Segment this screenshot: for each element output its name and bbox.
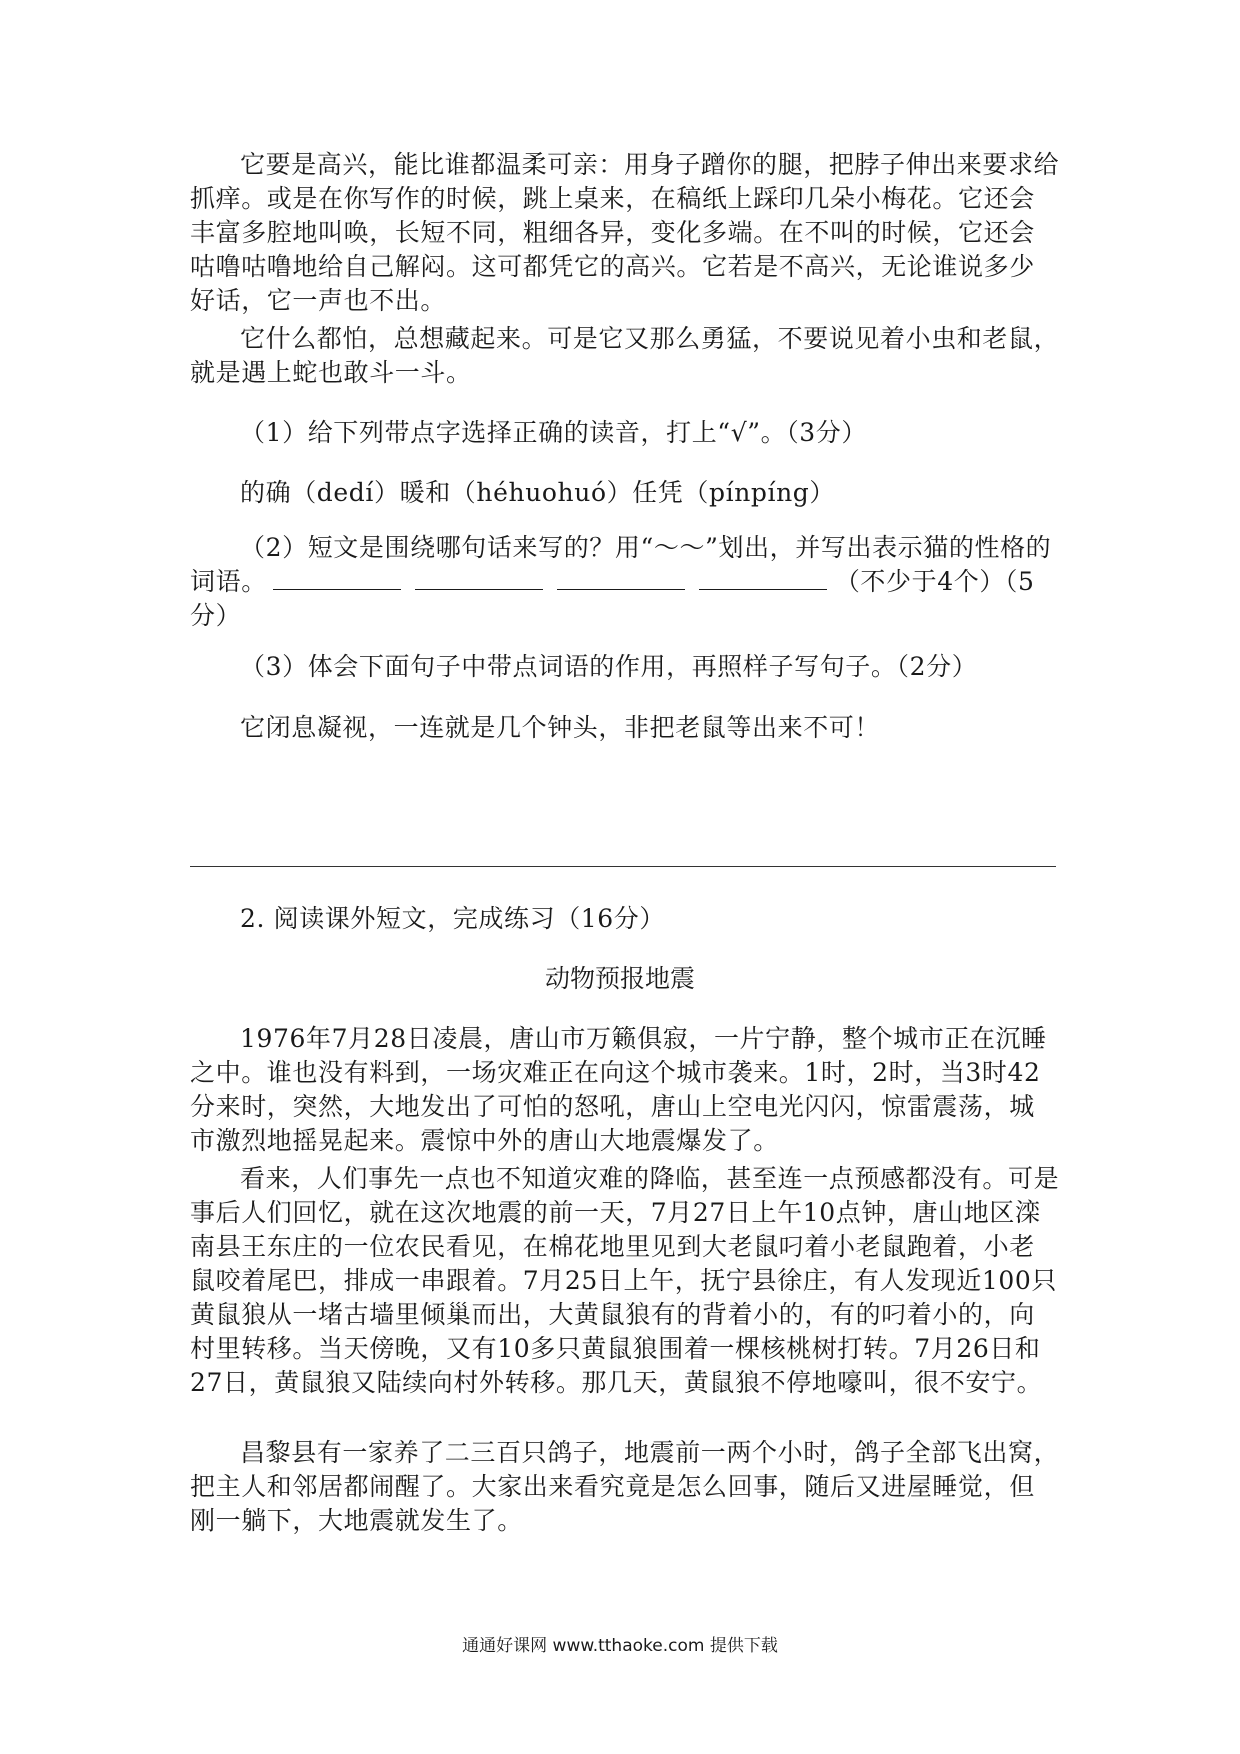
answer-line[interactable] [190,866,1056,867]
answer-blank-2[interactable] [415,565,543,590]
question-1-options: 的确（dedí）暖和（héhuohuó）任凭（pínpíng） [240,478,836,507]
question-2-text: （2）短文是围绕哪句话来写的？用“～～”划出，并写出表示猫的性格的词语。 [190,533,1052,596]
page-footer: 通通好课网 www.tthaoke.com 提供下载 [462,1636,778,1656]
article-paragraph-3: 昌黎县有一家养了二三百只鸽子，地震前一两个小时，鸽子全部飞出窝，把主人和邻居都闹醒了。大家出来看究竟是怎么回事，随后又进屋睡觉，但刚一躺下，大地震就发生了。 [190,1438,1060,1535]
section-2-heading: 2. 阅读课外短文，完成练习（16分） [240,904,666,933]
article-paragraph-2: 看来，人们事先一点也不知道灾难的降临，甚至连一点预感都没有。可是事后人们回忆，就在这次地震的前一天，7月27日上午10点钟，唐山地区滦南县王东庄的一位农民看见，在棉花地里见到大老鼠叼着小老鼠跑着，小老鼠咬着尾巴，排成一串跟着。7月25日上午，抚宁县徐庄，有人发现近100只黄鼠狼从一堵古墙里倾巢而出，大黄鼠狼有的背着小的，有的叼着小的，向村里转移。当天傍晚，又有10多只黄鼠狼围着一棵核桃树打转。7月26日和27日，黄鼠狼又陆续向村外转移。那几天，黄鼠狼不停地嚎叫，很不安宁。 [190,1164,1060,1397]
passage1-paragraph-2: 它什么都怕，总想藏起来。可是它又那么勇猛，不要说见着小虫和老鼠，就是遇上蛇也敢斗一斗。 [190,324,1060,387]
article-paragraph-1: 1976年7月28日凌晨，唐山市万籁俱寂，一片宁静，整个城市正在沉睡之中。谁也没有料到，一场灾难正在向这个城市袭来。1时，2时，当3时42分来时，突然，大地发出了可怕的怒吼，唐山上空电光闪闪，惊雷震荡，城市激烈地摇晃起来。震惊中外的唐山大地震爆发了。 [190,1024,1047,1155]
question-3: （3）体会下面句子中带点词语的作用，再照样子写句子。（2分） [240,652,978,681]
answer-blank-1[interactable] [273,565,401,590]
question-2 [190,531,1060,633]
answer-blank-4[interactable] [699,565,827,590]
question-3-example: 它闭息凝视，一连就是几个钟头，非把老鼠等出来不可！ [240,713,881,742]
article-title: 动物预报地震 [544,964,695,993]
passage1-paragraph-1: 它要是高兴，能比谁都温柔可亲：用身子蹭你的腿，把脖子伸出来要求给抓痒。或是在你写作的时候，跳上桌来，在稿纸上踩印几朵小梅花。它还会丰富多腔地叫唤，长短不同，粗细各异，变化多端。在不叫的时候，它还会咕噜咕噜地给自己解闷。这可都凭它的高兴。它若是不高兴，无论谁说多少好话，它一声也不出。 [190,150,1060,315]
question-1: （1）给下列带点字选择正确的读音，打上“√”。（3分） [240,418,868,447]
question-2-requirement: （不少于4个）（5分） [190,567,1035,630]
answer-blank-3[interactable] [557,565,685,590]
